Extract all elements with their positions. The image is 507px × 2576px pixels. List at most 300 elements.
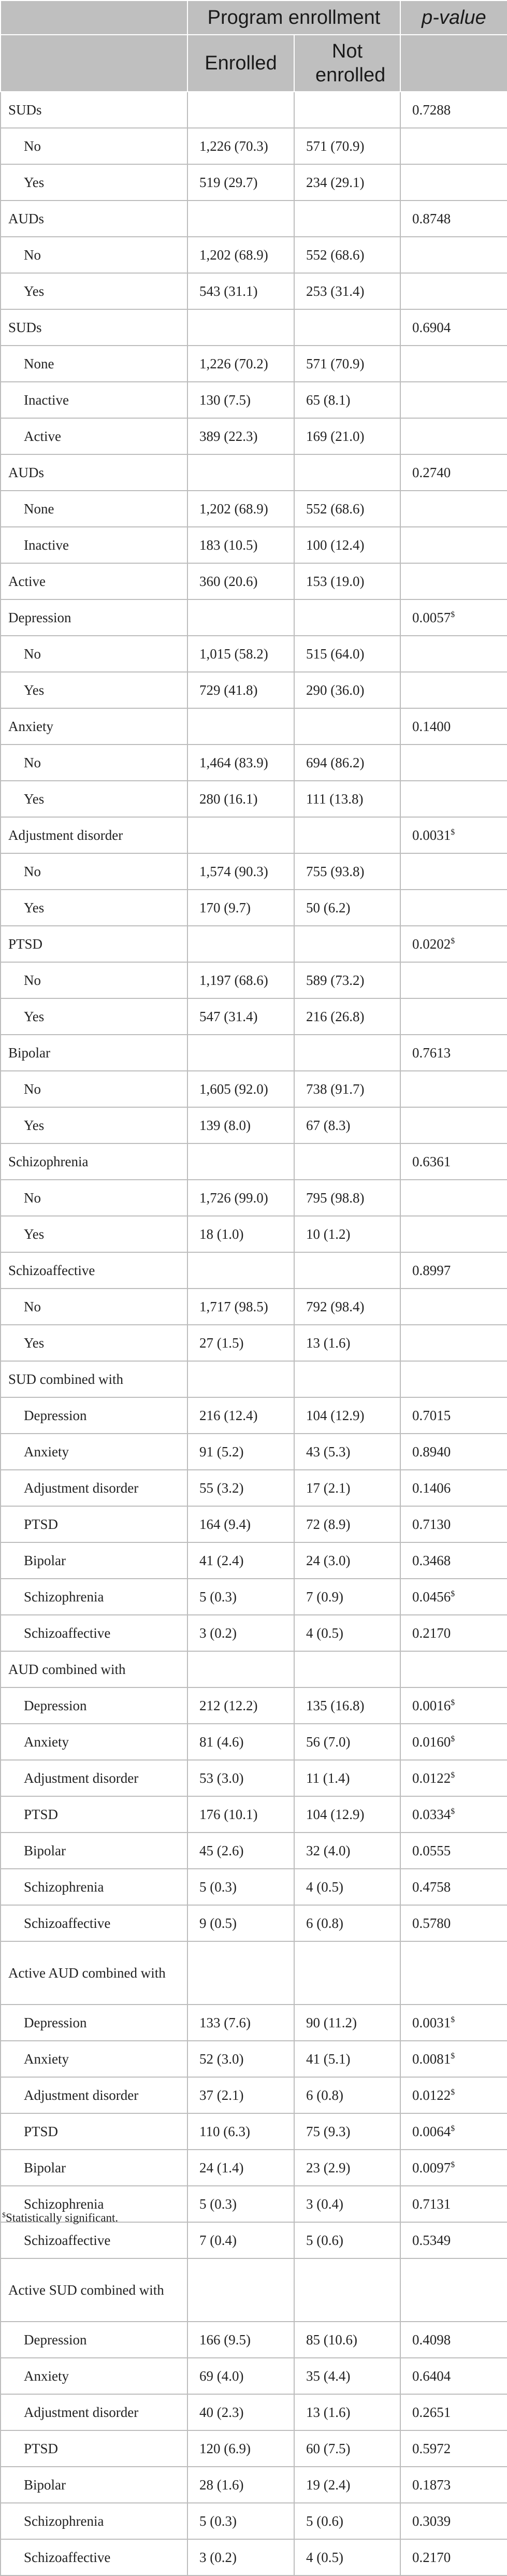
table-row xyxy=(1,1470,507,1506)
not-enrolled-value: 67 (8.3) xyxy=(294,1107,400,1143)
table-row xyxy=(1,2467,507,2503)
pvalue-text: 0.2651 xyxy=(412,2404,451,2420)
row-sublabel: Yes xyxy=(1,890,187,926)
not-enrolled-value: 216 (26.8) xyxy=(294,998,400,1035)
enrolled-value: 139 (8.0) xyxy=(187,1107,294,1143)
enrolled-value: 69 (4.0) xyxy=(187,2358,294,2394)
not-enrolled-value: 552 (68.6) xyxy=(294,491,400,527)
row-sublabel: Depression xyxy=(1,1397,187,1434)
table-row xyxy=(1,2258,507,2322)
enrolled-value: 37 (2.1) xyxy=(187,2077,294,2113)
table-row xyxy=(1,201,507,237)
pvalue-text: 0.0097 xyxy=(412,2159,451,2176)
not-enrolled-value xyxy=(294,817,400,853)
pvalue-text: 0.7015 xyxy=(412,1407,451,1423)
row-sublabel: No xyxy=(1,1180,187,1216)
enrolled-value: 164 (9.4) xyxy=(187,1506,294,1542)
row-sublabel: No xyxy=(1,853,187,890)
enrolled-header: Enrolled xyxy=(187,35,294,92)
table-row xyxy=(1,2222,507,2258)
row-sublabel: Anxiety xyxy=(1,2041,187,2077)
enrolled-value: 1,015 (58.2) xyxy=(187,636,294,672)
enrolled-value xyxy=(187,1143,294,1180)
enrolled-value: 133 (7.6) xyxy=(187,2005,294,2041)
row-sublabel: PTSD xyxy=(1,2113,187,2150)
pvalue-cell xyxy=(400,926,507,962)
table-row xyxy=(1,382,507,418)
table-row xyxy=(1,128,507,164)
table-row xyxy=(1,491,507,527)
table-row xyxy=(1,2005,507,2041)
not-enrolled-value: 10 (1.2) xyxy=(294,1216,400,1252)
enrolled-value: 1,197 (68.6) xyxy=(187,962,294,998)
pvalue-cell xyxy=(400,1107,507,1143)
enrolled-value: 170 (9.7) xyxy=(187,890,294,926)
row-sublabel: Schizoaffective xyxy=(1,1905,187,1941)
table-row xyxy=(1,1615,507,1651)
row-sublabel: Depression xyxy=(1,2322,187,2358)
significance-marker: $ xyxy=(451,936,455,946)
pvalue-cell xyxy=(400,636,507,672)
enrolled-value xyxy=(187,201,294,237)
pvalue-text: 0.2170 xyxy=(412,1625,451,1641)
pvalue-cell xyxy=(400,346,507,382)
table-row xyxy=(1,926,507,962)
pvalue-cell xyxy=(400,2222,507,2258)
header-row-bottom xyxy=(1,35,507,92)
table-row xyxy=(1,708,507,745)
enrolled-value: 519 (29.7) xyxy=(187,164,294,201)
table-row xyxy=(1,1361,507,1397)
table-row xyxy=(1,309,507,346)
pvalue-cell xyxy=(400,2150,507,2186)
row-category-label: Schizophrenia xyxy=(1,1143,187,1180)
not-enrolled-value xyxy=(294,1361,400,1397)
not-enrolled-value: 43 (5.3) xyxy=(294,1434,400,1470)
pvalue-cell xyxy=(400,2322,507,2358)
significance-marker: $ xyxy=(451,1734,455,1743)
pvalue-cell xyxy=(400,1216,507,1252)
table-row xyxy=(1,1325,507,1361)
table-row xyxy=(1,1180,507,1216)
footnote-text: Statistically significant. xyxy=(6,2211,119,2224)
row-sublabel: Schizophrenia xyxy=(1,1869,187,1905)
enrolled-value: 5 (0.3) xyxy=(187,2503,294,2539)
enrolled-value xyxy=(187,599,294,636)
table-row xyxy=(1,2041,507,2077)
enrolled-value: 212 (12.2) xyxy=(187,1687,294,1724)
enrolled-value: 1,605 (92.0) xyxy=(187,1071,294,1107)
pvalue-cell xyxy=(400,2113,507,2150)
table-row xyxy=(1,454,507,491)
table-row xyxy=(1,1143,507,1180)
not-enrolled-value: 13 (1.6) xyxy=(294,1325,400,1361)
pvalue-text: 0.4758 xyxy=(412,1879,451,1895)
row-category-label: Active AUD combined with xyxy=(1,1941,187,2005)
pvalue-cell xyxy=(400,1361,507,1397)
enrolled-value: 81 (4.6) xyxy=(187,1724,294,1760)
enrolled-value: 27 (1.5) xyxy=(187,1325,294,1361)
enrolled-value: 110 (6.3) xyxy=(187,2113,294,2150)
row-category-label: Bipolar xyxy=(1,1035,187,1071)
pvalue-cell xyxy=(400,1615,507,1651)
pvalue-cell xyxy=(400,1506,507,1542)
enrolled-value: 1,726 (99.0) xyxy=(187,1180,294,1216)
enrolled-value: 1,717 (98.5) xyxy=(187,1289,294,1325)
footnote-marker: $ xyxy=(2,2211,6,2220)
enrolled-value: 547 (31.4) xyxy=(187,998,294,1035)
enrolled-value: 130 (7.5) xyxy=(187,382,294,418)
pvalue-cell xyxy=(400,1289,507,1325)
table-row xyxy=(1,672,507,708)
enrolled-value xyxy=(187,1651,294,1687)
row-sublabel: No xyxy=(1,745,187,781)
row-sublabel: Yes xyxy=(1,1107,187,1143)
pvalue-text: 0.5972 xyxy=(412,2440,451,2456)
not-enrolled-value: 135 (16.8) xyxy=(294,1687,400,1724)
table-row xyxy=(1,1506,507,1542)
table-row xyxy=(1,1252,507,1289)
table-row xyxy=(1,2150,507,2186)
table-row xyxy=(1,346,507,382)
enrolled-value: 40 (2.3) xyxy=(187,2394,294,2430)
not-enrolled-value xyxy=(294,708,400,745)
pvalue-cell xyxy=(400,237,507,273)
table-row xyxy=(1,781,507,817)
row-sublabel: Bipolar xyxy=(1,1542,187,1579)
significance-marker: $ xyxy=(451,1589,455,1598)
pvalue-text: 0.0031 xyxy=(412,2014,451,2030)
table-row xyxy=(1,599,507,636)
pvalue-cell xyxy=(400,1035,507,1071)
row-sublabel: No xyxy=(1,962,187,998)
not-enrolled-value: 589 (73.2) xyxy=(294,962,400,998)
table-row xyxy=(1,2113,507,2150)
not-enrolled-value: 35 (4.4) xyxy=(294,2358,400,2394)
table-row xyxy=(1,2539,507,2575)
significance-marker: $ xyxy=(451,1698,455,1707)
row-sublabel: No xyxy=(1,1289,187,1325)
not-enrolled-value xyxy=(294,454,400,491)
pvalue-cell xyxy=(400,1542,507,1579)
pvalue-cell xyxy=(400,2467,507,2503)
pvalue-cell xyxy=(400,1252,507,1289)
pvalue-cell xyxy=(400,1579,507,1615)
pvalue-text: 0.2740 xyxy=(412,464,451,480)
enrolled-value: 53 (3.0) xyxy=(187,1760,294,1796)
table-row xyxy=(1,1107,507,1143)
not-enrolled-value: 11 (1.4) xyxy=(294,1760,400,1796)
not-enrolled-value: 60 (7.5) xyxy=(294,2430,400,2467)
pvalue-cell xyxy=(400,1760,507,1796)
table-row xyxy=(1,1397,507,1434)
table-row xyxy=(1,1724,507,1760)
enrolled-value: 9 (0.5) xyxy=(187,1905,294,1941)
table-row xyxy=(1,418,507,454)
not-enrolled-value: 515 (64.0) xyxy=(294,636,400,672)
enrolled-value: 91 (5.2) xyxy=(187,1434,294,1470)
not-enrolled-value: 694 (86.2) xyxy=(294,745,400,781)
pvalue-cell xyxy=(400,2430,507,2467)
enrolled-value xyxy=(187,2258,294,2322)
enrolled-value xyxy=(187,92,294,128)
enrolled-value: 1,226 (70.3) xyxy=(187,128,294,164)
pvalue-text: 0.6904 xyxy=(412,319,451,335)
table-row xyxy=(1,237,507,273)
enrolled-value: 1,202 (68.9) xyxy=(187,491,294,527)
table-row xyxy=(1,817,507,853)
table-row xyxy=(1,1542,507,1579)
not-enrolled-value: 41 (5.1) xyxy=(294,2041,400,2077)
enrolled-value: 216 (12.4) xyxy=(187,1397,294,1434)
not-enrolled-value: 169 (21.0) xyxy=(294,418,400,454)
pvalue-cell xyxy=(400,1796,507,1833)
row-sublabel: Bipolar xyxy=(1,2467,187,2503)
table-row xyxy=(1,1833,507,1869)
pvalue-cell xyxy=(400,1869,507,1905)
not-enrolled-value xyxy=(294,1143,400,1180)
table-row xyxy=(1,962,507,998)
row-sublabel: Yes xyxy=(1,1216,187,1252)
enrolled-value: 41 (2.4) xyxy=(187,1542,294,1579)
not-enrolled-value: 4 (0.5) xyxy=(294,2539,400,2575)
row-sublabel: Depression xyxy=(1,2005,187,2041)
pvalue-text: 0.0456 xyxy=(412,1588,451,1605)
pvalue-cell xyxy=(400,309,507,346)
row-sublabel: None xyxy=(1,491,187,527)
not-enrolled-value xyxy=(294,1651,400,1687)
significance-marker: $ xyxy=(451,827,455,837)
row-category-label: SUDs xyxy=(1,309,187,346)
header-empty-cell xyxy=(1,35,187,92)
row-sublabel: PTSD xyxy=(1,2430,187,2467)
pvalue-cell xyxy=(400,2041,507,2077)
table-row xyxy=(1,890,507,926)
pvalue-cell xyxy=(400,128,507,164)
significance-marker: $ xyxy=(451,2015,455,2024)
not-enrolled-value: 100 (12.4) xyxy=(294,527,400,563)
pvalue-cell xyxy=(400,1470,507,1506)
table-row xyxy=(1,273,507,309)
not-enrolled-value: 153 (19.0) xyxy=(294,563,400,599)
not-enrolled-value: 56 (7.0) xyxy=(294,1724,400,1760)
enrolled-value: 389 (22.3) xyxy=(187,418,294,454)
pvalue-cell xyxy=(400,1724,507,1760)
row-category-label: Active SUD combined with xyxy=(1,2258,187,2322)
not-enrolled-value: 24 (3.0) xyxy=(294,1542,400,1579)
not-enrolled-value: 290 (36.0) xyxy=(294,672,400,708)
enrolled-value xyxy=(187,454,294,491)
header-empty-cell xyxy=(1,1,187,35)
enrolled-value: 3 (0.2) xyxy=(187,2539,294,2575)
row-sublabel: Inactive xyxy=(1,527,187,563)
row-sublabel: Schizoaffective xyxy=(1,2222,187,2258)
enrolled-value: 45 (2.6) xyxy=(187,1833,294,1869)
not-enrolled-value: 111 (13.8) xyxy=(294,781,400,817)
pvalue-text: 0.4098 xyxy=(412,2331,451,2348)
pvalue-cell xyxy=(400,672,507,708)
row-sublabel: No xyxy=(1,636,187,672)
enrolled-value xyxy=(187,1361,294,1397)
pvalue-cell xyxy=(400,2186,507,2222)
row-sublabel: Yes xyxy=(1,998,187,1035)
row-sublabel: Bipolar xyxy=(1,1833,187,1869)
enrolled-value: 120 (6.9) xyxy=(187,2430,294,2467)
pvalue-text: 0.8997 xyxy=(412,1262,451,1278)
row-category-label: SUDs xyxy=(1,92,187,128)
enrolled-value: 1,574 (90.3) xyxy=(187,853,294,890)
enrolled-value: 1,464 (83.9) xyxy=(187,745,294,781)
enrolled-value: 1,202 (68.9) xyxy=(187,237,294,273)
pvalue-cell xyxy=(400,2358,507,2394)
not-enrolled-value: 104 (12.9) xyxy=(294,1397,400,1434)
row-sublabel: Active xyxy=(1,418,187,454)
table-row xyxy=(1,1071,507,1107)
enrolled-value: 360 (20.6) xyxy=(187,563,294,599)
row-sublabel: Adjustment disorder xyxy=(1,2394,187,2430)
table-row xyxy=(1,636,507,672)
row-category-label: Active xyxy=(1,563,187,599)
enrolled-value: 729 (41.8) xyxy=(187,672,294,708)
pvalue-cell xyxy=(400,1941,507,2005)
table-row xyxy=(1,1216,507,1252)
not-enrolled-value: 3 (0.4) xyxy=(294,2186,400,2222)
table-row xyxy=(1,1687,507,1724)
table-row xyxy=(1,164,507,201)
pvalue-cell xyxy=(400,890,507,926)
row-sublabel: PTSD xyxy=(1,1796,187,1833)
row-category-label: Anxiety xyxy=(1,708,187,745)
enrolled-value: 176 (10.1) xyxy=(187,1796,294,1833)
not-enrolled-value: 6 (0.8) xyxy=(294,1905,400,1941)
pvalue-text: 0.7131 xyxy=(412,2196,451,2212)
header-row-top xyxy=(1,1,507,35)
not-enrolled-value: 23 (2.9) xyxy=(294,2150,400,2186)
not-enrolled-value: 5 (0.6) xyxy=(294,2222,400,2258)
row-sublabel: Yes xyxy=(1,781,187,817)
pvalue-text: 0.0081 xyxy=(412,2051,451,2067)
enrolled-value xyxy=(187,1941,294,2005)
row-sublabel: Schizophrenia xyxy=(1,2186,187,2222)
pvalue-cell xyxy=(400,1180,507,1216)
not-enrolled-value: 17 (2.1) xyxy=(294,1470,400,1506)
enrolled-value: 52 (3.0) xyxy=(187,2041,294,2077)
not-enrolled-value: 571 (70.9) xyxy=(294,346,400,382)
header-empty-cell xyxy=(400,35,507,92)
table-row xyxy=(1,2503,507,2539)
table-row xyxy=(1,2322,507,2358)
row-sublabel: Bipolar xyxy=(1,2150,187,2186)
not-enrolled-value xyxy=(294,599,400,636)
pvalue-cell xyxy=(400,454,507,491)
not-enrolled-value: 75 (9.3) xyxy=(294,2113,400,2150)
row-sublabel: Adjustment disorder xyxy=(1,1470,187,1506)
pvalue-cell xyxy=(400,491,507,527)
pvalue-text: 0.0122 xyxy=(412,2087,451,2103)
pvalue-text: 0.1400 xyxy=(412,718,451,734)
row-sublabel: Yes xyxy=(1,164,187,201)
enrolled-value: 55 (3.2) xyxy=(187,1470,294,1506)
pvalue-cell xyxy=(400,418,507,454)
significance-marker: $ xyxy=(451,2051,455,2060)
not-enrolled-value xyxy=(294,92,400,128)
pvalue-cell xyxy=(400,1434,507,1470)
table-row xyxy=(1,1760,507,1796)
row-category-label: SUD combined with xyxy=(1,1361,187,1397)
pvalue-text: 0.0555 xyxy=(412,1842,451,1858)
row-category-label: AUDs xyxy=(1,454,187,491)
table-row xyxy=(1,1434,507,1470)
row-sublabel: No xyxy=(1,128,187,164)
not-enrolled-value: 104 (12.9) xyxy=(294,1796,400,1833)
pvalue-cell xyxy=(400,1071,507,1107)
pvalue-cell xyxy=(400,382,507,418)
pvalue-text: 0.3468 xyxy=(412,1552,451,1568)
row-category-label: Schizoaffective xyxy=(1,1252,187,1289)
table-body xyxy=(1,92,507,2575)
row-sublabel: Adjustment disorder xyxy=(1,2077,187,2113)
not-enrolled-value: 234 (29.1) xyxy=(294,164,400,201)
pvalue-cell xyxy=(400,781,507,817)
pvalue-cell xyxy=(400,2005,507,2041)
row-sublabel: Yes xyxy=(1,273,187,309)
not-enrolled-value: 755 (93.8) xyxy=(294,853,400,890)
not-enrolled-value: 72 (8.9) xyxy=(294,1506,400,1542)
row-sublabel: No xyxy=(1,237,187,273)
pvalue-text: 0.2170 xyxy=(412,2549,451,2565)
table-row xyxy=(1,853,507,890)
table-row xyxy=(1,92,507,128)
not-enrolled-value: 6 (0.8) xyxy=(294,2077,400,2113)
pvalue-text: 0.1873 xyxy=(412,2477,451,2493)
not-enrolled-value: 738 (91.7) xyxy=(294,1071,400,1107)
row-category-label: Depression xyxy=(1,599,187,636)
table-row xyxy=(1,1941,507,2005)
not-enrolled-value: 4 (0.5) xyxy=(294,1615,400,1651)
enrolled-value: 28 (1.6) xyxy=(187,2467,294,2503)
row-sublabel: Schizoaffective xyxy=(1,1615,187,1651)
pvalue-header: p-value xyxy=(400,1,507,35)
pvalue-text: 0.0334 xyxy=(412,1806,451,1822)
pvalue-text: 0.0031 xyxy=(412,827,451,843)
program-enrollment-header: Program enrollment xyxy=(187,1,400,35)
not-enrolled-value xyxy=(294,1035,400,1071)
not-enrolled-value: 792 (98.4) xyxy=(294,1289,400,1325)
pvalue-cell xyxy=(400,563,507,599)
enrolled-value: 280 (16.1) xyxy=(187,781,294,817)
not-enrolled-header: Not enrolled xyxy=(294,35,400,92)
table-header xyxy=(1,1,507,92)
table-row xyxy=(1,1651,507,1687)
pvalue-cell xyxy=(400,599,507,636)
not-enrolled-value xyxy=(294,926,400,962)
pvalue-cell xyxy=(400,2394,507,2430)
row-sublabel: Depression xyxy=(1,1687,187,1724)
not-enrolled-value: 13 (1.6) xyxy=(294,2394,400,2430)
pvalue-cell xyxy=(400,817,507,853)
table-row xyxy=(1,1796,507,1833)
table-row xyxy=(1,1579,507,1615)
table-row xyxy=(1,2077,507,2113)
enrolled-value: 5 (0.3) xyxy=(187,1579,294,1615)
table-row xyxy=(1,1289,507,1325)
row-category-label: PTSD xyxy=(1,926,187,962)
pvalue-text: 0.5349 xyxy=(412,2232,451,2248)
row-sublabel: Schizoaffective xyxy=(1,2539,187,2575)
pvalue-cell xyxy=(400,1325,507,1361)
pvalue-cell xyxy=(400,1905,507,1941)
enrolled-value xyxy=(187,817,294,853)
